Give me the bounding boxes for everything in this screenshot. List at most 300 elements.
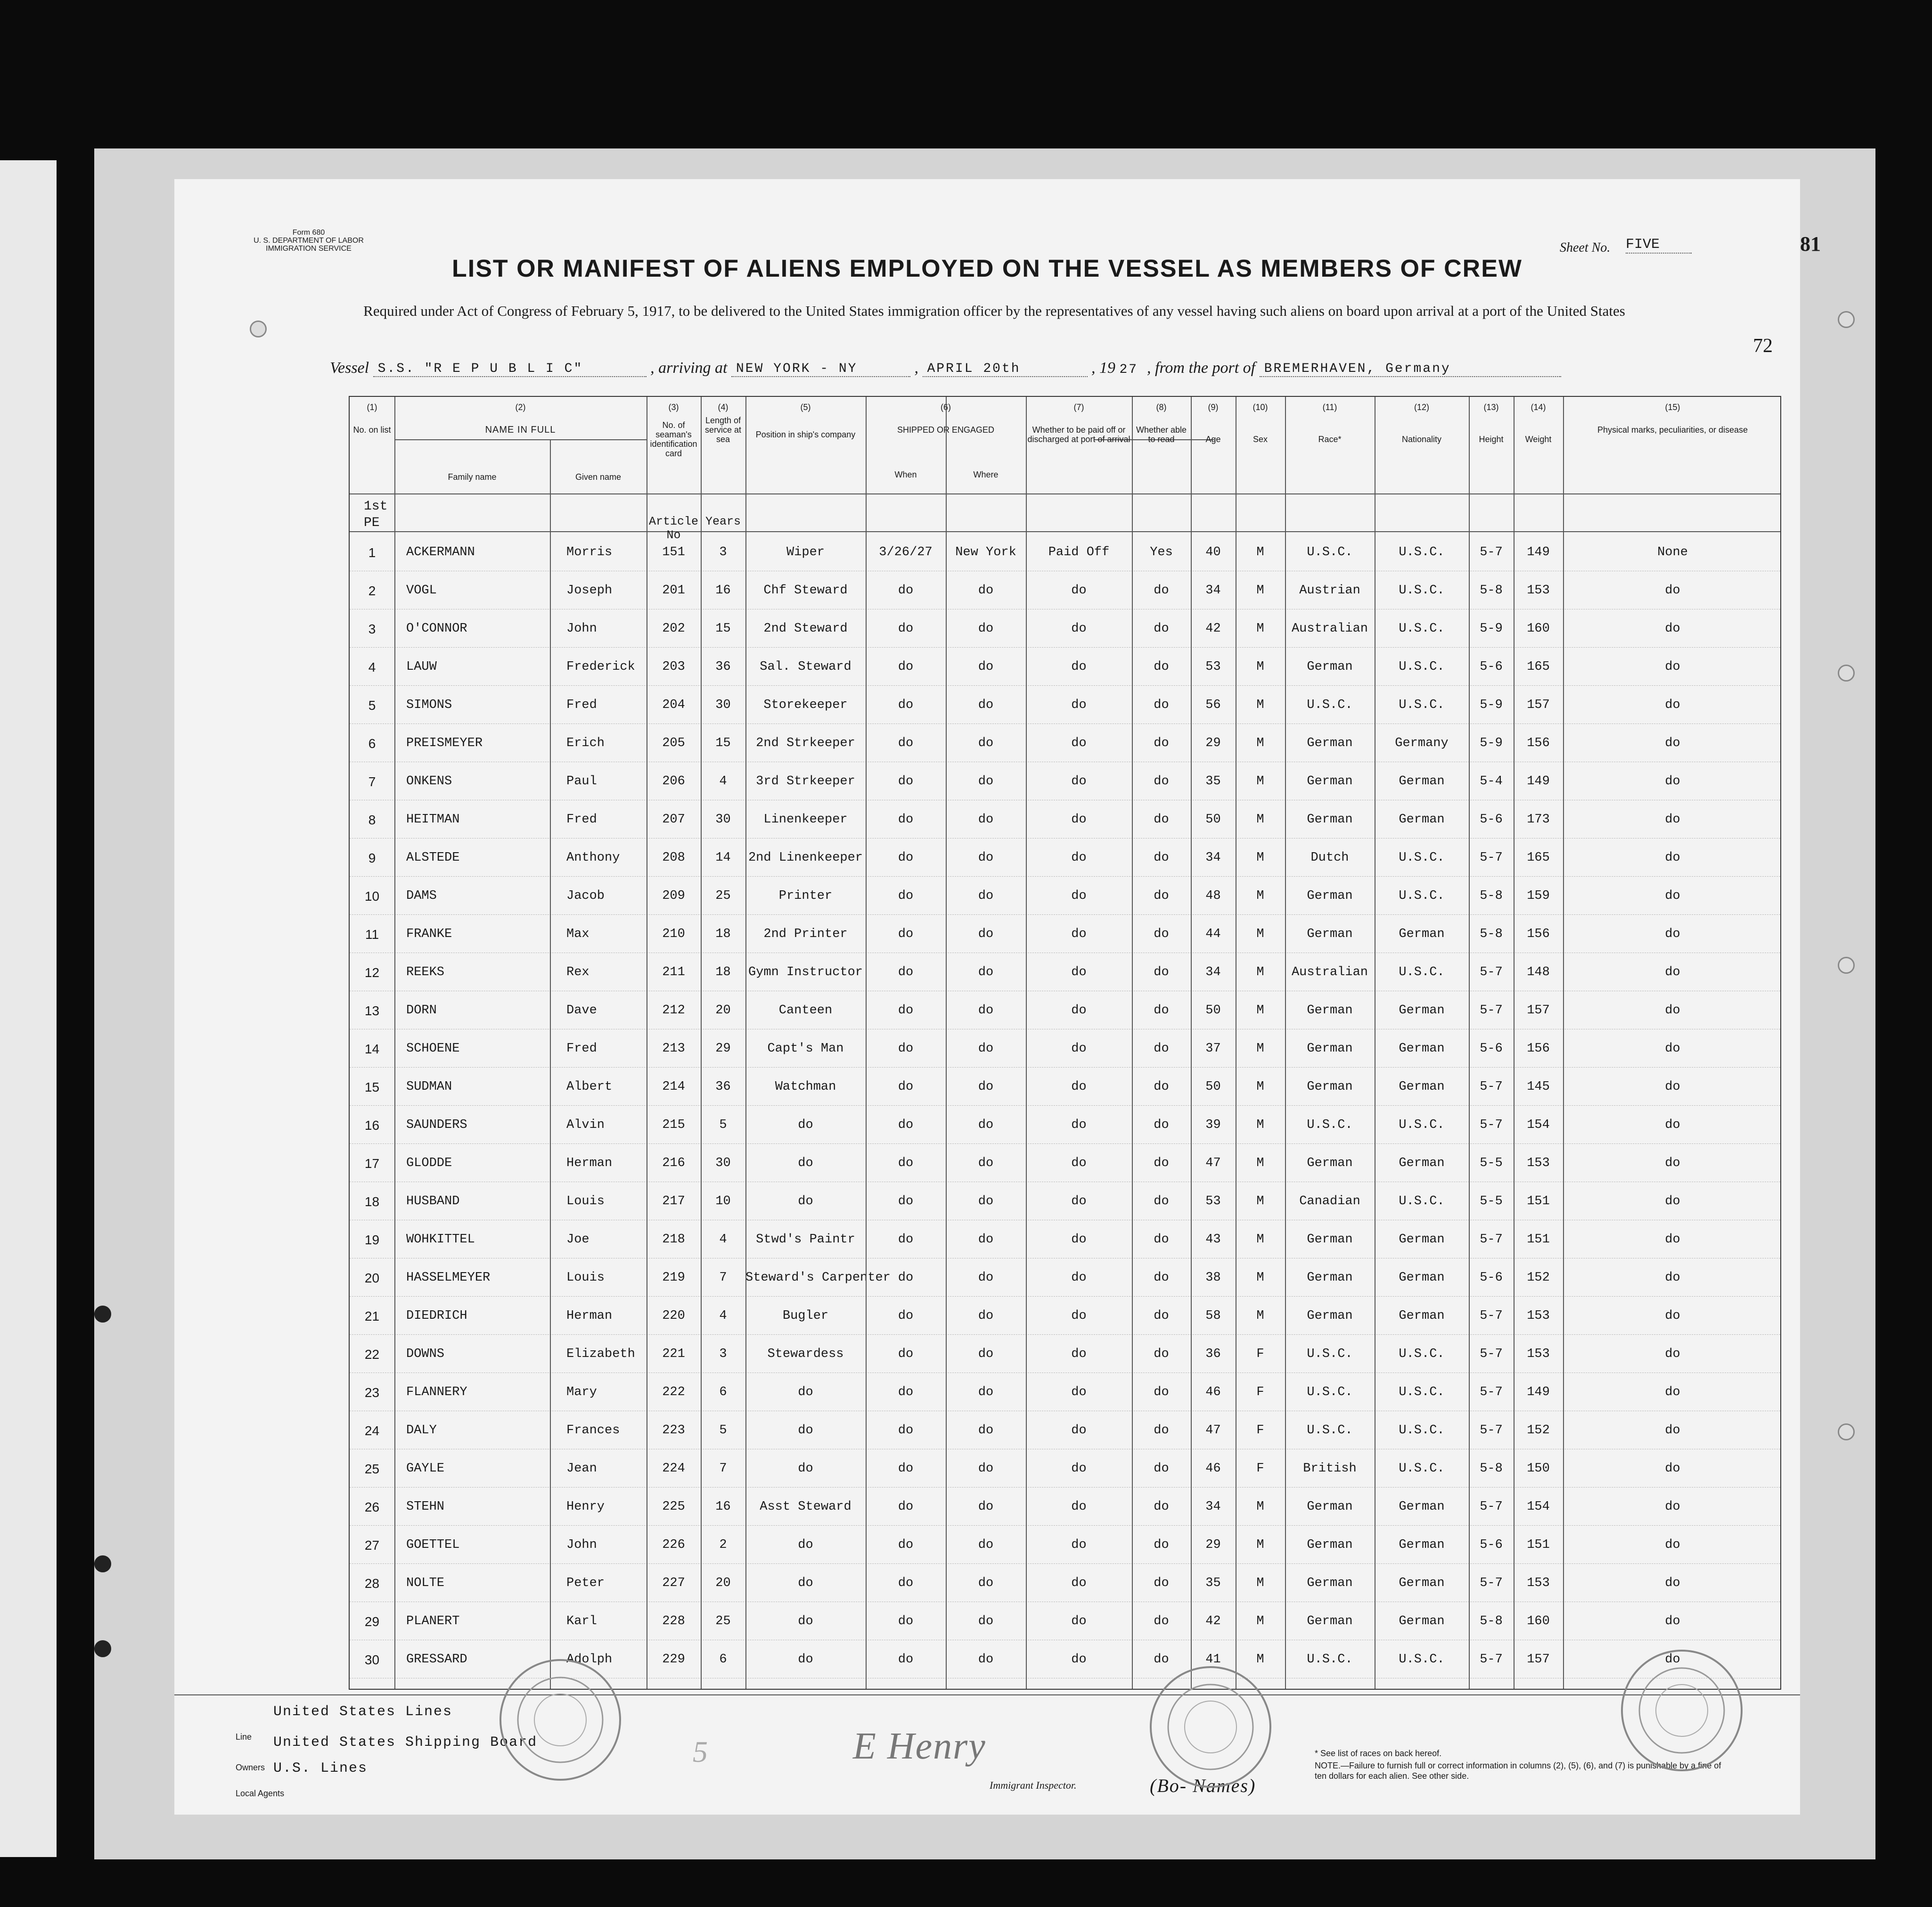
cell-height: 5-7 — [1480, 965, 1503, 979]
cell-sex: F — [1256, 1423, 1264, 1438]
cell-nat: U.S.C. — [1399, 660, 1445, 674]
cell-weight: 157 — [1527, 1003, 1550, 1018]
cell-sex: M — [1256, 851, 1264, 865]
form-identifier — [236, 229, 382, 253]
cell-given: Paul — [566, 774, 597, 789]
cell-age: 40 — [1205, 545, 1221, 559]
cell-height: 5-6 — [1480, 1538, 1503, 1552]
cell-nat: German — [1399, 1003, 1445, 1018]
cell-height: 5-6 — [1480, 813, 1503, 827]
column-rule — [1191, 397, 1192, 1689]
row-rule — [350, 723, 1780, 724]
cell-position: Wiper — [786, 545, 825, 559]
cell-age: 48 — [1205, 889, 1221, 903]
cell-race: U.S.C. — [1307, 1423, 1353, 1438]
footer-rule — [174, 1694, 1800, 1695]
cell-paid: do — [1071, 1347, 1087, 1361]
cell-years: 10 — [715, 1194, 731, 1208]
row-number: 14 — [364, 1042, 380, 1056]
cell-years: 5 — [719, 1118, 727, 1132]
column-rule — [1132, 397, 1133, 1689]
cell-when: do — [898, 1194, 914, 1208]
name-header-divider — [394, 439, 647, 440]
cell-where: do — [978, 1576, 994, 1590]
cell-when: do — [898, 927, 914, 941]
cell-age: 35 — [1205, 1576, 1221, 1590]
sheet-label: Sheet No. — [1560, 240, 1611, 255]
cell-where: do — [978, 622, 994, 636]
cell-position: 2nd Printer — [763, 927, 848, 941]
departure-port: BREMERHAVEN, Germany — [1260, 362, 1561, 377]
cell-given: Herman — [566, 1156, 613, 1170]
cell-given: Max — [566, 927, 589, 941]
cell-age: 50 — [1205, 1003, 1221, 1018]
cell-race: German — [1307, 1003, 1353, 1018]
cell-card: 209 — [662, 889, 685, 903]
cell-given: Henry — [566, 1500, 605, 1514]
cell-race: German — [1307, 1042, 1353, 1056]
cell-age: 34 — [1205, 965, 1221, 979]
header-length-service: Length of service at sea — [704, 416, 742, 444]
row-number: 6 — [368, 736, 376, 751]
cell-family: HEITMAN — [406, 813, 460, 827]
cell-years: 30 — [715, 698, 731, 712]
cell-family: GRESSARD — [406, 1652, 467, 1667]
row-number: 22 — [364, 1347, 380, 1362]
cell-sex: M — [1256, 1614, 1264, 1628]
cell-race: Australian — [1291, 622, 1368, 636]
cell-nat: U.S.C. — [1399, 965, 1445, 979]
cell-weight: 151 — [1527, 1538, 1550, 1552]
row-rule — [350, 685, 1780, 686]
cell-paid: do — [1071, 1652, 1087, 1667]
arrival-year: 27 — [1119, 362, 1138, 377]
cell-position: do — [798, 1576, 813, 1590]
cell-weight: 148 — [1527, 965, 1550, 979]
row-rule — [350, 1296, 1780, 1297]
cell-height: 5-7 — [1480, 1423, 1503, 1438]
cell-position: Chf Steward — [763, 584, 848, 598]
cell-read: do — [1154, 1042, 1169, 1056]
header-age: Age — [1205, 435, 1221, 444]
cell-nat: German — [1399, 1576, 1445, 1590]
cell-sex: M — [1256, 660, 1264, 674]
cell-position: Watchman — [775, 1080, 836, 1094]
header-given-name: Given name — [575, 472, 622, 482]
note-ref-number: 5 — [693, 1735, 709, 1768]
column-rule — [1563, 397, 1564, 1689]
cell-read: do — [1154, 1118, 1169, 1132]
cell-where: do — [978, 1538, 994, 1552]
cell-where: do — [978, 1118, 994, 1132]
row-number: 16 — [364, 1118, 380, 1133]
cell-age: 50 — [1205, 813, 1221, 827]
column-rule — [745, 397, 746, 1689]
department-name: U. S. DEPARTMENT OF LABOR — [254, 237, 364, 245]
cell-when: do — [898, 1500, 914, 1514]
cell-sex: M — [1256, 545, 1264, 559]
cell-marks: do — [1665, 1423, 1680, 1438]
cell-read: do — [1154, 927, 1169, 941]
cell-marks: do — [1665, 736, 1680, 750]
cell-when: do — [898, 1462, 914, 1476]
cell-card: 216 — [662, 1156, 685, 1170]
cell-given: Rex — [566, 965, 589, 979]
cell-height: 5-9 — [1480, 622, 1503, 636]
header-physical-marks: Physical marks, peculiarities, or disease — [1597, 425, 1748, 435]
cell-height: 5-7 — [1480, 1080, 1503, 1094]
cell-paid: do — [1071, 965, 1087, 979]
cell-marks: do — [1665, 1194, 1680, 1208]
cell-height: 5-4 — [1480, 774, 1503, 789]
cell-sex: M — [1256, 1042, 1264, 1056]
cell-family: SIMONS — [406, 698, 452, 712]
cell-position: Printer — [778, 889, 833, 903]
cell-age: 44 — [1205, 927, 1221, 941]
cell-family: ALSTEDE — [406, 851, 460, 865]
column-rule — [1285, 397, 1286, 1689]
cell-weight: 153 — [1527, 1156, 1550, 1170]
cell-weight: 149 — [1527, 1385, 1550, 1399]
form-number: Form 680 — [292, 229, 325, 237]
cell-paid: do — [1071, 1576, 1087, 1590]
cell-read: do — [1154, 1462, 1169, 1476]
cell-sex: M — [1256, 1233, 1264, 1247]
cell-read: do — [1154, 851, 1169, 865]
cell-paid: do — [1071, 584, 1087, 598]
cell-years: 6 — [719, 1652, 727, 1667]
header-race: Race* — [1318, 435, 1342, 444]
cell-card: 224 — [662, 1462, 685, 1476]
cell-years: 7 — [719, 1271, 727, 1285]
cell-position: do — [798, 1194, 813, 1208]
cell-position: Linenkeeper — [763, 813, 848, 827]
cell-race: German — [1307, 1233, 1353, 1247]
cell-family: O'CONNOR — [406, 622, 467, 636]
cell-where: do — [978, 1042, 994, 1056]
cell-card: 207 — [662, 813, 685, 827]
cell-nat: German — [1399, 1500, 1445, 1514]
cell-weight: 153 — [1527, 1347, 1550, 1361]
header-nationality: Nationality — [1401, 435, 1442, 444]
cell-family: GOETTEL — [406, 1538, 460, 1552]
cell-years: 4 — [719, 1309, 727, 1323]
cell-read: do — [1154, 774, 1169, 789]
cell-race: German — [1307, 1614, 1353, 1628]
seal-ring-icon — [1635, 1663, 1729, 1758]
cell-when: do — [898, 774, 914, 789]
row-number: 1 — [368, 545, 376, 560]
cell-where: do — [978, 660, 994, 674]
cell-when: do — [898, 698, 914, 712]
cell-nat: German — [1399, 1156, 1445, 1170]
cell-card: 218 — [662, 1233, 685, 1247]
cell-marks: do — [1665, 698, 1680, 712]
cell-age: 39 — [1205, 1118, 1221, 1132]
cell-age: 47 — [1205, 1156, 1221, 1170]
cell-height: 5-7 — [1480, 545, 1503, 559]
cell-height: 5-7 — [1480, 1309, 1503, 1323]
page-title: LIST OR MANIFEST OF ALIENS EMPLOYED ON THE VESSEL AS MEMBERS OF CREW — [452, 255, 1523, 282]
cell-marks: do — [1665, 660, 1680, 674]
cell-card: 204 — [662, 698, 685, 712]
cell-age: 53 — [1205, 1194, 1221, 1208]
cell-marks: do — [1665, 1576, 1680, 1590]
cell-age: 35 — [1205, 774, 1221, 789]
cell-nat: U.S.C. — [1399, 1385, 1445, 1399]
cell-paid: do — [1071, 1423, 1087, 1438]
cell-paid: do — [1071, 1042, 1087, 1056]
cell-where: do — [978, 851, 994, 865]
cell-read: do — [1154, 660, 1169, 674]
cell-position: do — [798, 1652, 813, 1667]
cell-sex: M — [1256, 698, 1264, 712]
cell-weight: 151 — [1527, 1194, 1550, 1208]
cell-given: Peter — [566, 1576, 605, 1590]
cell-nat: German — [1399, 1538, 1445, 1552]
cell-years: 16 — [715, 1500, 731, 1514]
cell-given: Herman — [566, 1309, 613, 1323]
cell-family: DAMS — [406, 889, 437, 903]
row-rule — [350, 1143, 1780, 1144]
cell-family: SUDMAN — [406, 1080, 452, 1094]
header-shipped-engaged: SHIPPED OR ENGAGED — [897, 425, 995, 435]
cell-years: 36 — [715, 1080, 731, 1094]
cell-read: do — [1154, 1233, 1169, 1247]
cell-nat: U.S.C. — [1399, 584, 1445, 598]
cell-sex: F — [1256, 1462, 1264, 1476]
cell-read: Yes — [1150, 545, 1173, 559]
cell-race: German — [1307, 1309, 1353, 1323]
line-label: Line — [236, 1732, 252, 1742]
row-number: 28 — [364, 1576, 380, 1591]
cell-position: 2nd Linenkeeper — [748, 851, 863, 865]
cell-given: Albert — [566, 1080, 613, 1094]
row-rule — [350, 647, 1780, 648]
cell-position: do — [798, 1423, 813, 1438]
cell-weight: 156 — [1527, 736, 1550, 750]
seal-ring-icon — [513, 1673, 607, 1767]
cell-card: 203 — [662, 660, 685, 674]
cell-height: 5-7 — [1480, 1003, 1503, 1018]
cell-paid: do — [1071, 1500, 1087, 1514]
cell-marks: do — [1665, 965, 1680, 979]
cell-family: NOLTE — [406, 1576, 445, 1590]
cell-weight: 160 — [1527, 1614, 1550, 1628]
cell-family: GLODDE — [406, 1156, 452, 1170]
cell-given: Mary — [566, 1385, 597, 1399]
cell-sex: M — [1256, 584, 1264, 598]
cell-when: do — [898, 1309, 914, 1323]
header-divider — [350, 493, 1780, 494]
cell-marks: do — [1665, 1042, 1680, 1056]
binder-hole-icon — [1838, 311, 1855, 328]
cell-paid: do — [1071, 736, 1087, 750]
cell-marks: do — [1665, 889, 1680, 903]
cell-card: 228 — [662, 1614, 685, 1628]
cell-race: German — [1307, 1500, 1353, 1514]
header-family-name: Family name — [448, 472, 497, 482]
cell-years: 30 — [715, 813, 731, 827]
cell-age: 42 — [1205, 622, 1221, 636]
article-no-label: Article No — [648, 515, 699, 542]
cell-sex: M — [1256, 736, 1264, 750]
cell-card: 202 — [662, 622, 685, 636]
cell-when: do — [898, 1652, 914, 1667]
cell-marks: do — [1665, 1385, 1680, 1399]
cell-years: 3 — [719, 1347, 727, 1361]
cell-position: do — [798, 1156, 813, 1170]
cell-card: 220 — [662, 1309, 685, 1323]
cell-given: John — [566, 622, 597, 636]
cell-nat: Germany — [1395, 736, 1449, 750]
cell-years: 7 — [719, 1462, 727, 1476]
cell-weight: 153 — [1527, 584, 1550, 598]
cell-age: 56 — [1205, 698, 1221, 712]
cell-marks: do — [1665, 1156, 1680, 1170]
cell-when: do — [898, 1080, 914, 1094]
cell-family: PLANERT — [406, 1614, 460, 1628]
cell-years: 14 — [715, 851, 731, 865]
row-number: 24 — [364, 1423, 380, 1438]
cell-nat: U.S.C. — [1399, 1652, 1445, 1667]
cell-nat: German — [1399, 1233, 1445, 1247]
col-number-11: (11) — [1322, 403, 1337, 412]
cell-nat: U.S.C. — [1399, 698, 1445, 712]
col-number-3: (3) — [668, 403, 679, 412]
col-number-13: (13) — [1483, 403, 1499, 412]
cell-where: do — [978, 1156, 994, 1170]
col-number-10: (10) — [1253, 403, 1268, 412]
row-number: 23 — [364, 1385, 380, 1400]
cell-age: 43 — [1205, 1233, 1221, 1247]
cell-race: Austrian — [1299, 584, 1360, 598]
cell-card: 215 — [662, 1118, 685, 1132]
cell-position: Stwd's Paintr — [756, 1233, 855, 1247]
cell-age: 41 — [1205, 1652, 1221, 1667]
cell-sex: M — [1256, 1003, 1264, 1018]
cell-family: VOGL — [406, 584, 437, 598]
consulate-seal — [1150, 1666, 1271, 1788]
cell-years: 36 — [715, 660, 731, 674]
list-marker-1st: 1st — [364, 499, 388, 514]
cell-nat: U.S.C. — [1399, 622, 1445, 636]
cell-height: 5-8 — [1480, 1462, 1503, 1476]
cell-nat: U.S.C. — [1399, 1462, 1445, 1476]
cell-sex: M — [1256, 1652, 1264, 1667]
cell-marks: do — [1665, 774, 1680, 789]
from-label: , from the port of — [1147, 359, 1256, 377]
cell-position: do — [798, 1385, 813, 1399]
cell-read: do — [1154, 1538, 1169, 1552]
cell-when: do — [898, 1233, 914, 1247]
cell-when: do — [898, 889, 914, 903]
row-number: 18 — [364, 1194, 380, 1209]
cell-paid: do — [1071, 1309, 1087, 1323]
arrival-port: NEW YORK - NY — [731, 362, 910, 377]
row-number: 20 — [364, 1271, 380, 1285]
cell-where: do — [978, 1385, 994, 1399]
cell-years: 15 — [715, 622, 731, 636]
cell-position: 2nd Steward — [763, 622, 848, 636]
cell-when: do — [898, 1118, 914, 1132]
year-prefix: , 19 — [1091, 359, 1115, 377]
cell-position: Sal. Steward — [760, 660, 851, 674]
cell-card: 222 — [662, 1385, 685, 1399]
arriving-label: , arriving at — [650, 359, 728, 377]
row-rule — [350, 1563, 1780, 1564]
cell-when: do — [898, 1271, 914, 1285]
cell-weight: 157 — [1527, 698, 1550, 712]
cell-sex: M — [1256, 1500, 1264, 1514]
cell-where: do — [978, 1271, 994, 1285]
header-height: Height — [1479, 435, 1504, 444]
cell-age: 37 — [1205, 1042, 1221, 1056]
cell-age: 29 — [1205, 1538, 1221, 1552]
cell-height: 5-7 — [1480, 1233, 1503, 1247]
cell-paid: do — [1071, 1080, 1087, 1094]
cell-years: 25 — [715, 1614, 731, 1628]
cell-card: 206 — [662, 774, 685, 789]
col-number-5: (5) — [800, 403, 811, 412]
cell-when: 3/26/27 — [879, 545, 933, 559]
column-rule — [866, 397, 867, 1689]
row-rule — [350, 1067, 1780, 1068]
cell-sex: M — [1256, 927, 1264, 941]
cell-where: do — [978, 1233, 994, 1247]
col-number-7: (7) — [1073, 403, 1084, 412]
cell-given: Frederick — [566, 660, 635, 674]
cell-given: Fred — [566, 813, 597, 827]
row-number: 2 — [368, 584, 376, 598]
cell-weight: 153 — [1527, 1309, 1550, 1323]
cell-paid: do — [1071, 1003, 1087, 1018]
cell-years: 29 — [715, 1042, 731, 1056]
cell-card: 219 — [662, 1271, 685, 1285]
cell-height: 5-7 — [1480, 1347, 1503, 1361]
row-rule — [350, 914, 1780, 915]
cell-read: do — [1154, 1309, 1169, 1323]
cell-nat: U.S.C. — [1399, 1347, 1445, 1361]
cell-read: do — [1154, 1652, 1169, 1667]
cell-weight: 153 — [1527, 1576, 1550, 1590]
cell-position: Bugler — [782, 1309, 829, 1323]
cell-card: 212 — [662, 1003, 685, 1018]
col-number-15: (15) — [1665, 403, 1680, 412]
cell-marks: do — [1665, 1309, 1680, 1323]
cell-where: do — [978, 889, 994, 903]
cell-where: do — [978, 698, 994, 712]
cell-when: do — [898, 1003, 914, 1018]
cell-paid: do — [1071, 851, 1087, 865]
cell-where: do — [978, 1347, 994, 1361]
cell-race: Canadian — [1299, 1194, 1360, 1208]
vessel-name: S.S. "R E P U B L I C" — [373, 362, 647, 377]
row-number: 27 — [364, 1538, 380, 1553]
cell-marks: do — [1665, 1538, 1680, 1552]
header-name-in-full: NAME IN FULL — [485, 425, 556, 435]
cell-position: do — [798, 1118, 813, 1132]
cell-where: do — [978, 774, 994, 789]
cell-weight: 152 — [1527, 1271, 1550, 1285]
cell-given: Joseph — [566, 584, 613, 598]
cell-marks: None — [1657, 545, 1688, 559]
binder-hole-icon — [1838, 957, 1855, 974]
cell-read: do — [1154, 736, 1169, 750]
header-no-on-list: No. on list — [353, 425, 391, 435]
col-number-4: (4) — [718, 403, 729, 412]
cell-race: German — [1307, 774, 1353, 789]
